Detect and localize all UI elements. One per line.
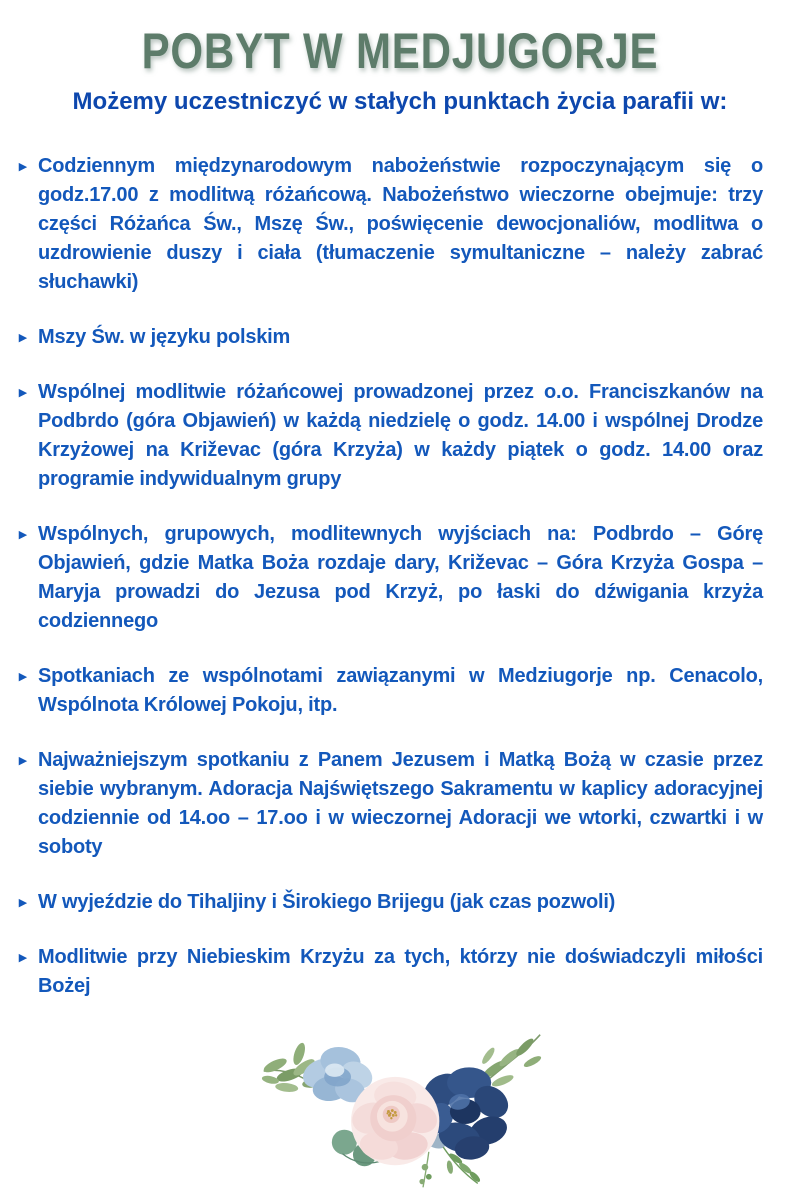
flower-bouquet-image [0, 1027, 800, 1200]
bullet-arrow-icon: ▸ [19, 526, 27, 543]
bullet-arrow-icon: ▸ [19, 668, 27, 685]
list-item-text: Wspólnych, grupowych, modlitewnych wyjściach na: Podbrdo – Górę Objawień, gdzie Matka Boża rozdaje dary, Križevac – Góra Krzyża Gospa – Maryja prowadzi do Jezusa pod Krzyż, po łaski do dźwigania krzyża codziennego [38, 523, 763, 632]
list-item-text: Wspólnej modlitwie różańcowej prowadzonej przez o.o. Franciszkanów na Podbrdo (góra Objawień) w każdą niedzielę o godz. 14.00 i wspólnej Drodze Krzyżowej na Križevac (góra Krzyża) w każdy piątek o godz. 14.00 oraz programie indywidualnym grupy [38, 381, 763, 490]
page-title: POBYT W MEDJUGORJE [141, 23, 659, 79]
list-item-text: Mszy Św. w języku polskim [38, 326, 291, 348]
bullet-arrow-icon: ▸ [19, 384, 27, 401]
list-item [19, 746, 763, 862]
bullet-arrow-icon: ▸ [19, 158, 27, 175]
list-item-text: Modlitwie przy Niebieskim Krzyżu za tych, którzy nie doświadczyli miłości Bożej [38, 946, 763, 997]
list-item [19, 378, 763, 494]
bullet-arrow-icon: ▸ [19, 329, 27, 346]
list-item-text: Spotkaniach ze wspólnotami zawiązanymi w Medziugorje np. Cenacolo, Wspólnota Królowej Pokoju, itp. [38, 665, 763, 716]
bullet-arrow-icon: ▸ [19, 949, 27, 966]
list-item [19, 943, 763, 1001]
bullet-arrow-icon: ▸ [19, 894, 27, 911]
list-item [19, 520, 763, 636]
bullet-list [19, 152, 763, 1001]
list-item [19, 152, 763, 297]
list-item [19, 888, 763, 917]
list-item-text: W wyjeździe do Tihaljiny i Širokiego Brijegu (jak czas pozwoli) [38, 891, 616, 913]
list-item [19, 662, 763, 720]
bullet-arrow-icon: ▸ [19, 752, 27, 769]
list-item-text: Codziennym międzynarodowym nabożeństwie rozpoczynającym się o godz.17.00 z modlitwą różańcową. Nabożeństwo wieczorne obejmuje: trzy części Różańca Św., Mszę Św., poświęcenie dewocjonaliów, modlitwa o uzdrowienie duszy i ciała (tłumaczenie symultaniczne – należy zabrać słuchawki) [38, 155, 763, 293]
list-item [19, 323, 763, 352]
flower-bouquet-svg [240, 1027, 560, 1195]
list-item-text: Najważniejszym spotkaniu z Panem Jezusem i Matką Bożą w czasie przez siebie wybranym. Adoracja Najświętszego Sakramentu w kaplicy adoracyjnej codziennie od 14.oo – 17.oo i w wieczornej Adoracji we wtorki, czwartki i w soboty [38, 749, 763, 858]
page-subtitle: Możemy uczestniczyć w stałych punktach życia parafii w: [72, 88, 728, 115]
